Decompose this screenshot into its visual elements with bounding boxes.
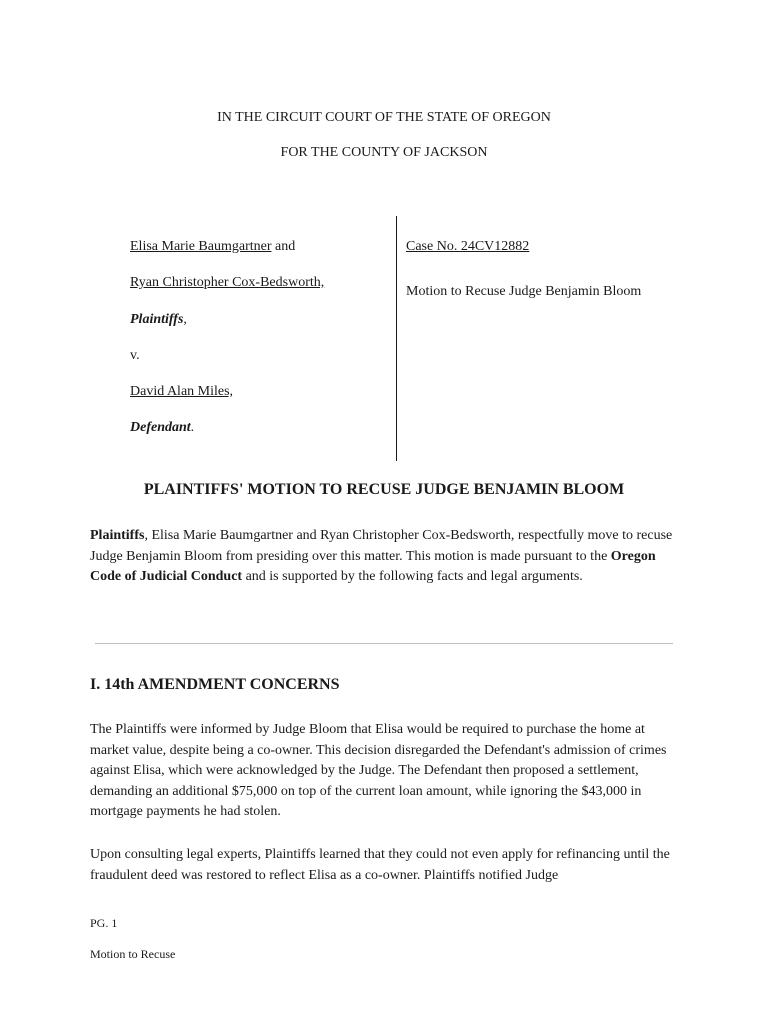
document-title: Motion to Recuse Judge Benjamin Bloom [406,284,642,299]
defendant-label: Defendant [130,420,191,435]
plaintiff-2-name: Ryan Christopher Cox-Bedsworth, [130,275,325,290]
intro-lead: Plaintiffs [90,528,145,543]
caption-parties [130,216,396,461]
case-caption [130,216,690,461]
footer-title: Motion to Recuse [90,947,176,961]
intro-paragraph [90,526,680,588]
body-paragraph: The Plaintiffs were informed by Judge Bloom that Elisa would be required to purchase the home at market value, despite being a co-owner. This decision disregarded the Defendant's admission of crimes against Elisa, which were acknowledged by the Judge. The Defendant then proposed a settlement, demanding an additional $75,000 on top of the current loan amount, while ignoring the $43,000 in mortgage payments he had stolen. [90,722,667,819]
plaintiff-1-suffix: and [271,239,296,254]
plaintiffs-label-suffix: , [183,312,187,327]
defendant-name: David Alan Miles, [130,384,234,399]
versus: v. [130,348,140,363]
intro-text-2: and is supported by the following facts and legal arguments. [242,569,583,584]
court-name-line: IN THE CIRCUIT COURT OF THE STATE OF OREGON [217,110,551,125]
intro-text-1: , Elisa Marie Baumgartner and Ryan Christopher Cox-Bedsworth, respectfully move to recuse Judge Benjamin Bloom from presiding over this matter. This motion is made pursuant to the [90,528,673,564]
plaintiff-1-name: Elisa Marie Baumgartner [130,239,272,254]
defendant-label-line [130,420,194,436]
page-number: PG. 1 [90,916,118,930]
plaintiffs-label-line [130,312,187,328]
defendant-label-suffix: . [190,420,195,435]
motion-title: PLAINTIFFS' MOTION TO RECUSE JUDGE BENJAMIN BLOOM [143,481,625,498]
horizontal-rule [95,643,673,644]
caption-divider [396,216,397,461]
plaintiffs-label: Plaintiffs [130,312,184,327]
intro-code: Oregon Code of Judicial Conduct [90,548,656,584]
case-number: Case No. 24CV12882 [406,239,530,254]
plaintiff-1-line [130,239,295,255]
county-line: FOR THE COUNTY OF JACKSON [280,145,488,160]
section-heading: I. 14th AMENDMENT CONCERNS [90,676,340,693]
body-paragraph-continued: Upon consulting legal experts, Plaintiffs learned that they could not even apply for refinancing until the fraudulent deed was restored to reflect Elisa as a co-owner. Plaintiffs notified Judge [90,847,670,883]
